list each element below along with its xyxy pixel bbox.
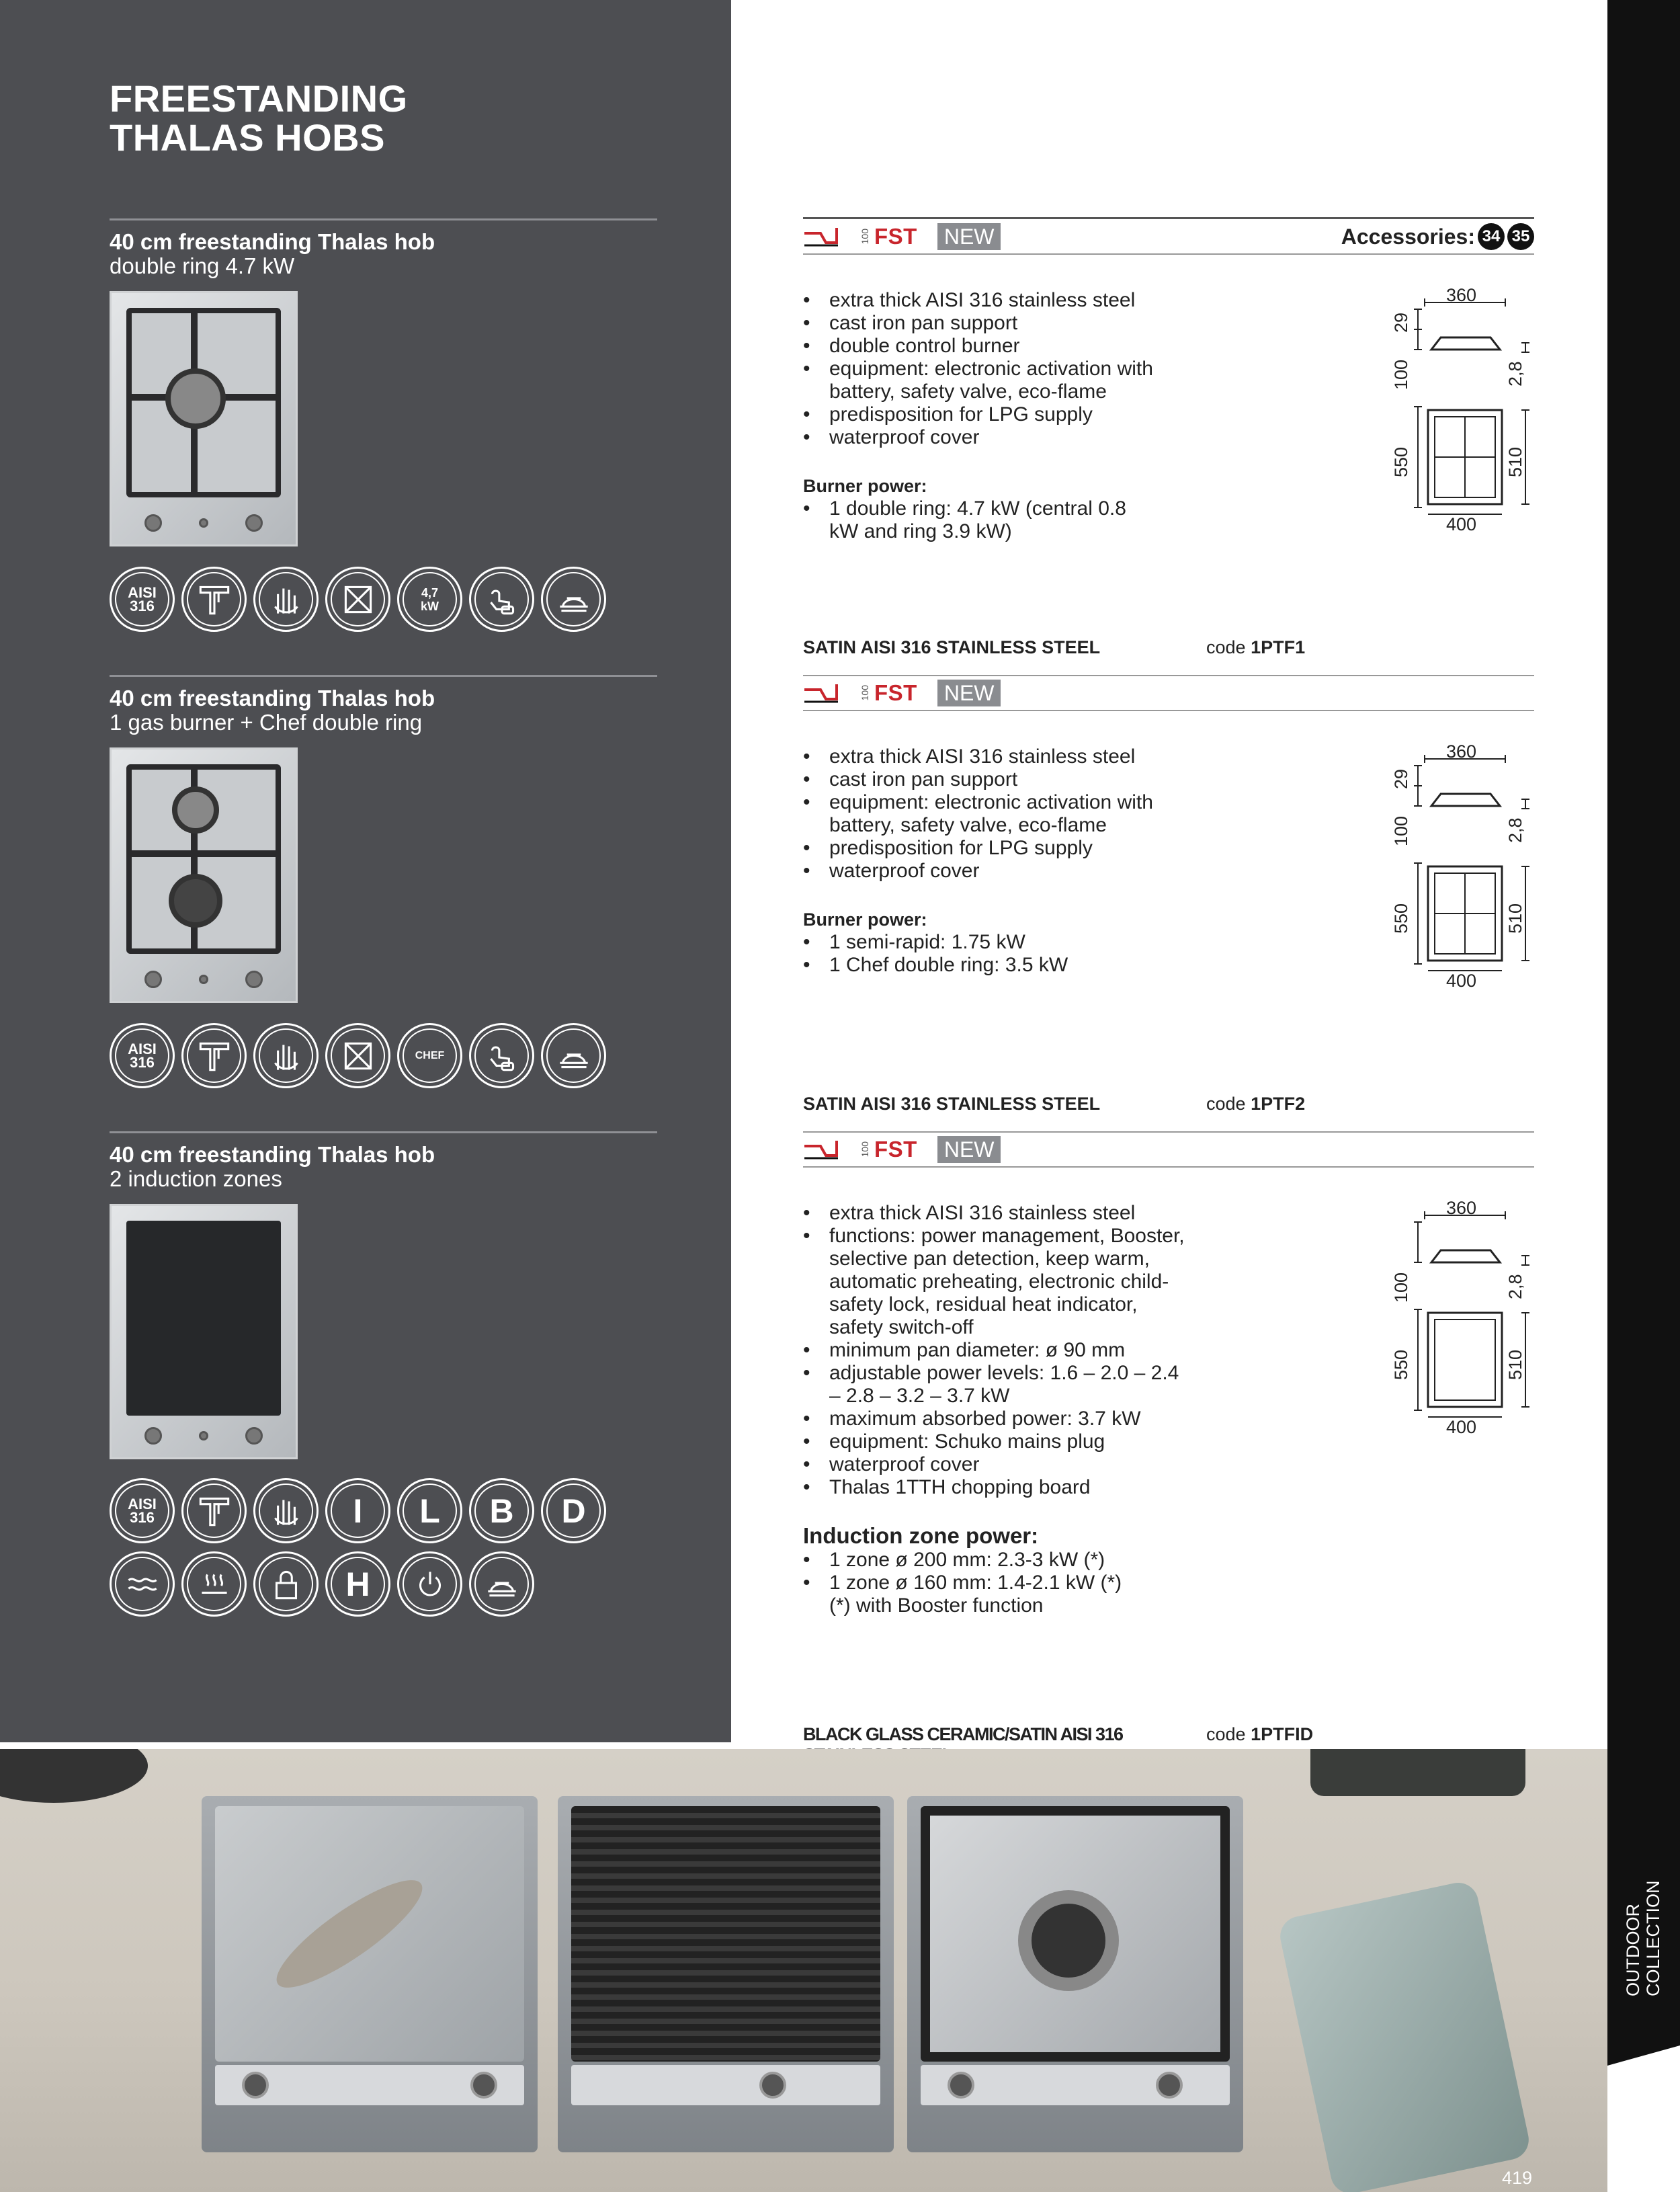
- dim-top: 360: [1446, 1198, 1477, 1218]
- letter-i-icon: [325, 1478, 390, 1543]
- title-line-2: THALAS HOBS: [110, 116, 385, 159]
- product-title: 40 cm freestanding Thalas hob: [110, 1142, 435, 1167]
- series-label: FST: [874, 1137, 917, 1162]
- burner-power-title: Burner power:: [803, 909, 927, 930]
- icon-label: 4,7: [421, 585, 439, 600]
- product-1-code: [803, 637, 1305, 658]
- lifestyle-photo: [0, 1749, 1607, 2192]
- dim-h2: 100: [1391, 359, 1411, 390]
- feature-item: • functions: power management, Booster, selective pan detection, keep warm, automatic preheating, electronic child-safety lock, residual heat indicator, safety switch-off: [803, 1225, 1193, 1339]
- product-code: 1PTF1: [1251, 637, 1306, 657]
- product-3-icons-row-2: [110, 1551, 534, 1617]
- dim-h1: 29: [1391, 312, 1411, 333]
- feature-item: • predisposition for LPG supply: [803, 403, 1220, 426]
- divider: [110, 675, 657, 677]
- power-icon: [397, 1551, 462, 1617]
- series-label: FST: [874, 680, 917, 705]
- box-cross-icon: [325, 1023, 390, 1088]
- series-number: 100: [859, 229, 870, 245]
- feature-item: • equipment: Schuko mains plug: [803, 1430, 1193, 1453]
- product-3-features: [803, 1202, 1193, 1499]
- hand-glove-icon: [253, 567, 319, 632]
- activation-hand-icon: [469, 1023, 534, 1088]
- product-3-dimension-diagram: [1384, 1198, 1539, 1437]
- feature-item: • waterproof cover: [803, 426, 1220, 449]
- accessory-ref[interactable]: 34: [1478, 223, 1505, 250]
- product-3-power: [803, 1549, 1220, 1594]
- icon-label: H: [345, 1565, 370, 1603]
- section-label: [1623, 1880, 1663, 1996]
- code-label: code: [1206, 1724, 1246, 1744]
- feature-item: • equipment: electronic activation with battery, safety valve, eco-flame: [803, 791, 1166, 837]
- product-3-image: [110, 1204, 298, 1459]
- product-code: 1PTF2: [1251, 1094, 1306, 1114]
- icon-label: 316: [130, 1053, 155, 1071]
- power-item: • 1 double ring: 4.7 kW (central 0.8 kW and ring 3.9 kW): [803, 497, 1152, 543]
- divider: [110, 1131, 657, 1133]
- divider: [110, 218, 657, 220]
- product-1-power: [803, 497, 1152, 543]
- header-rule: [803, 1166, 1534, 1168]
- header-rule: [803, 710, 1534, 711]
- product-1-heading: [110, 230, 435, 278]
- cover-icon: [541, 567, 606, 632]
- icon-label: 316: [130, 597, 155, 614]
- fst-logo-icon: [803, 1137, 857, 1162]
- feature-item: • extra thick AISI 316 stainless steel: [803, 1202, 1193, 1225]
- new-badge: NEW: [937, 680, 1001, 706]
- icon-label: B: [489, 1492, 514, 1530]
- heat-icon: [181, 1551, 247, 1617]
- series-number: 100: [859, 1141, 870, 1158]
- cover-icon: [469, 1551, 534, 1617]
- letter-b-icon: [469, 1478, 534, 1543]
- product-subtitle: 1 gas burner + Chef double ring: [110, 710, 423, 735]
- product-3-icons-row-1: [110, 1478, 606, 1543]
- title-line-1: FREESTANDING: [110, 77, 408, 120]
- dim-depth: 550: [1391, 903, 1411, 934]
- dim-h3: 2,8: [1505, 817, 1525, 843]
- product-code: 1PTFID: [1251, 1724, 1314, 1744]
- side-tab-tip: [1607, 2045, 1680, 2066]
- plancha-unit: [202, 1796, 538, 2152]
- dim-top: 360: [1446, 741, 1477, 762]
- dim-inner: 510: [1505, 446, 1525, 477]
- power-item: • 1 semi-rapid: 1.75 kW: [803, 931, 1220, 954]
- dim-inner: 510: [1505, 1349, 1525, 1380]
- icon-label: AISI: [128, 1040, 157, 1057]
- power-item: • 1 zone ø 200 mm: 2.3-3 kW (*): [803, 1549, 1220, 1572]
- series-label: FST: [874, 224, 917, 249]
- chef-burner-icon: [397, 1023, 462, 1088]
- caliper-icon: [181, 1478, 247, 1543]
- material: BLACK GLASS CERAMIC/SATIN AISI 316: [803, 1724, 1123, 1744]
- dim-depth: 550: [1391, 1349, 1411, 1380]
- letter-h-icon: [325, 1551, 390, 1617]
- accessory-ref[interactable]: 35: [1507, 223, 1534, 250]
- dim-depth: 550: [1391, 446, 1411, 477]
- section-label-line: COLLECTION: [1643, 1880, 1663, 1996]
- product-1-icons: [110, 567, 606, 632]
- aisi-316-icon: [110, 1023, 175, 1088]
- letter-d-icon: [541, 1478, 606, 1543]
- icon-label: AISI: [128, 1495, 157, 1512]
- feature-item: • extra thick AISI 316 stainless steel: [803, 289, 1220, 312]
- header-rule: [803, 217, 1534, 219]
- dim-top: 360: [1446, 285, 1477, 305]
- feature-item: • extra thick AISI 316 stainless steel: [803, 745, 1220, 768]
- aisi-316-icon: [110, 567, 175, 632]
- dim-width: 400: [1446, 514, 1477, 534]
- dim-h2: 100: [1391, 815, 1411, 846]
- hand-glove-icon: [253, 1478, 319, 1543]
- dim-h2: 100: [1391, 1272, 1411, 1303]
- booster-note: (*) with Booster function: [829, 1594, 1044, 1617]
- product-3-header: [803, 1133, 1534, 1166]
- header-rule: [803, 253, 1534, 255]
- stone-tray: [1277, 1879, 1533, 2192]
- product-title: 40 cm freestanding Thalas hob: [110, 229, 435, 254]
- product-2-image: [110, 747, 298, 1003]
- product-3-heading: [110, 1143, 435, 1191]
- product-subtitle: double ring 4.7 kW: [110, 253, 295, 278]
- bowl: [0, 1749, 148, 1803]
- cover-icon: [541, 1023, 606, 1088]
- divider: [803, 1131, 1534, 1133]
- new-badge: NEW: [937, 223, 1001, 250]
- dim-width: 400: [1446, 971, 1477, 991]
- vegetables-tray: [1310, 1749, 1525, 1796]
- product-1-image: [110, 291, 298, 546]
- icon-label: L: [419, 1492, 440, 1530]
- product-1-header: [803, 220, 1534, 253]
- fst-logo-icon: [803, 224, 857, 249]
- side-tab: [1607, 0, 1680, 2045]
- dim-h3: 2,8: [1505, 361, 1525, 387]
- dim-inner: 510: [1505, 903, 1525, 934]
- product-2-dimension-diagram: [1384, 741, 1539, 991]
- feature-item: • waterproof cover: [803, 1453, 1193, 1476]
- accessories: [1341, 223, 1534, 250]
- product-2-header: [803, 677, 1534, 709]
- page-number: 419: [1502, 2168, 1533, 2188]
- hand-glove-icon: [253, 1023, 319, 1088]
- feature-item: • equipment: electronic activation with battery, safety valve, eco-flame: [803, 358, 1166, 403]
- fst-logo-icon: [803, 680, 857, 706]
- gas-hob-unit: [907, 1796, 1243, 2152]
- feature-item: • cast iron pan support: [803, 768, 1220, 791]
- code-label: code: [1206, 637, 1246, 657]
- icon-label: kW: [421, 599, 439, 613]
- lock-icon: [253, 1551, 319, 1617]
- icon-label: D: [561, 1492, 586, 1530]
- feature-item: • waterproof cover: [803, 860, 1220, 883]
- new-badge: NEW: [937, 1136, 1001, 1163]
- power-item: • 1 Chef double ring: 3.5 kW: [803, 954, 1220, 977]
- caliper-icon: [181, 567, 247, 632]
- power-4-7-kw-icon: [397, 567, 462, 632]
- icon-label: 316: [130, 1508, 155, 1526]
- material: SATIN AISI 316 STAINLESS STEEL: [803, 1094, 1101, 1114]
- feature-item: • double control burner: [803, 335, 1220, 358]
- caliper-icon: [181, 1023, 247, 1088]
- series-number: 100: [859, 685, 870, 701]
- dim-width: 400: [1446, 1417, 1477, 1437]
- product-2-code: [803, 1094, 1305, 1114]
- product-2-features: [803, 745, 1220, 883]
- section-label-line: OUTDOOR: [1623, 1904, 1643, 1996]
- page-title: [110, 79, 408, 157]
- dim-h1: 29: [1391, 768, 1411, 789]
- feature-item: • Thalas 1TTH chopping board: [803, 1476, 1193, 1499]
- product-2-heading: [110, 686, 435, 735]
- feature-item: • minimum pan diameter: ø 90 mm: [803, 1339, 1193, 1362]
- feature-item: • predisposition for LPG supply: [803, 837, 1220, 860]
- feature-item: • maximum absorbed power: 3.7 kW: [803, 1408, 1193, 1430]
- aisi-316-icon: [110, 1478, 175, 1543]
- dim-h3: 2,8: [1505, 1274, 1525, 1299]
- code-label: code: [1206, 1094, 1246, 1114]
- letter-l-icon: [397, 1478, 462, 1543]
- burner-power-title: Burner power:: [803, 476, 927, 496]
- activation-hand-icon: [469, 567, 534, 632]
- waves-icon: [110, 1551, 175, 1617]
- power-item: • 1 zone ø 160 mm: 1.4-2.1 kW (*): [803, 1572, 1220, 1594]
- product-2-power: [803, 931, 1220, 977]
- product-title: 40 cm freestanding Thalas hob: [110, 686, 435, 711]
- product-1-dimension-diagram: [1384, 285, 1539, 534]
- product-1-features: [803, 289, 1220, 449]
- material: SATIN AISI 316 STAINLESS STEEL: [803, 637, 1101, 657]
- icon-label: CHEF: [415, 1049, 445, 1061]
- grill-unit: [558, 1796, 894, 2152]
- accessories-label: Accessories:: [1341, 224, 1475, 249]
- icon-label: AISI: [128, 583, 157, 601]
- icon-label: I: [353, 1492, 363, 1530]
- box-cross-icon: [325, 567, 390, 632]
- feature-item: • cast iron pan support: [803, 312, 1220, 335]
- divider: [803, 675, 1534, 676]
- induction-power-title: Induction zone power:: [803, 1523, 1039, 1548]
- product-2-icons: [110, 1023, 606, 1088]
- feature-item: • adjustable power levels: 1.6 – 2.0 – 2.4 – 2.8 – 3.2 – 3.7 kW: [803, 1362, 1179, 1408]
- product-subtitle: 2 induction zones: [110, 1166, 282, 1191]
